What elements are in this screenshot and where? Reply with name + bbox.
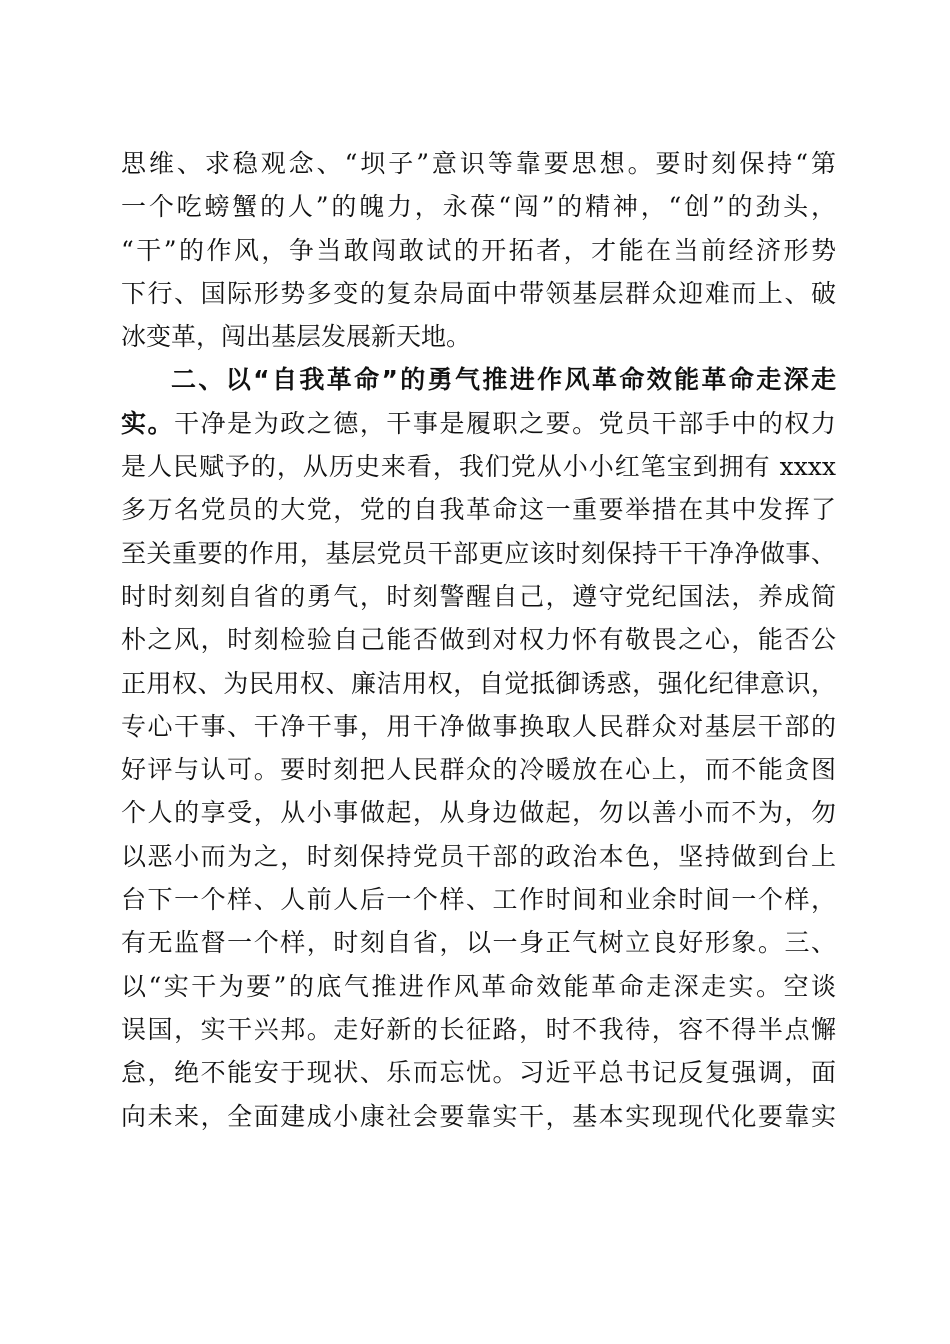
paragraph-line: 以“实干为要”的底气推进作风革命效能革命走深走实。空谈 [121,971,836,1001]
paragraph-line: 台下一个样、人前人后一个样、工作时间和业余时间一个样， [121,885,836,915]
body-text [121,142,836,1138]
paragraph-line [121,402,836,445]
paragraph-line: 以恶小而为之，时刻保持党员干部的政治本色，坚持做到台上 [121,841,836,871]
paragraph-line: 朴之风，时刻检验自己能否做到对权力怀有敬畏之心，能否公 [121,625,836,655]
paragraph-line: 好评与认可。要时刻把人民群众的冷暖放在心上，而不能贪图 [121,755,836,785]
paragraph-line: 时时刻刻自省的勇气，时刻警醒自己，遵守党纪国法，养成简 [121,581,836,611]
paragraph-line: 有无监督一个样，时刻自省，以一身正气树立良好形象。三、 [121,928,836,958]
section-heading: 二、以“自我革命”的勇气推进作风革命效能革命走深走 [171,365,836,395]
paragraph-line: 正用权、为民用权、廉洁用权，自觉抵御诱惑，强化纪律意识， [121,668,836,698]
paragraph-line: 冰变革，闯出基层发展新天地。 [121,322,472,352]
paragraph-line: 是人民赋予的，从历史来看，我们党从小小红笔宝到拥有 xxxx [121,452,836,482]
paragraph-line: 向未来，全面建成小康社会要靠实干，基本实现现代化要靠实 [121,1101,836,1131]
paragraph-line: 误国，实干兴邦。走好新的长征路，时不我待，容不得半点懈 [121,1014,836,1044]
paragraph-line: 多万名党员的大党，党的自我革命这一重要举措在其中发挥了 [121,495,836,525]
paragraph-line: 个人的享受，从小事做起，从身边做起，勿以善小而不为，勿 [121,798,836,828]
paragraph-line: 思维、求稳观念、“坝子”意识等靠要思想。要时刻保持“第 [121,149,836,178]
paragraph-line: 下行、国际形势多变的复杂局面中带领基层群众迎难而上、破 [121,278,836,308]
paragraph-line-rest: 干净是为政之德，干事是履职之要。党员干部手中的权力 [174,408,836,438]
paragraph-line: 一个吃螃蟹的人”的魄力，永葆“闯”的精神，“创”的劲头， [121,192,836,222]
paragraph-line: 怠，绝不能安于现状、乐而忘忧。习近平总书记反复强调，面 [121,1058,836,1088]
paragraph-line: 专心干事、干净干事，用干净做事换取人民群众对基层干部的 [121,711,836,741]
paragraph-line: “干”的作风，争当敢闯敢试的开拓者，才能在当前经济形势 [121,235,836,265]
paragraph-line: 至关重要的作用，基层党员干部更应该时刻保持干干净净做事、 [121,538,836,568]
section-heading-end: 实。 [121,408,175,438]
